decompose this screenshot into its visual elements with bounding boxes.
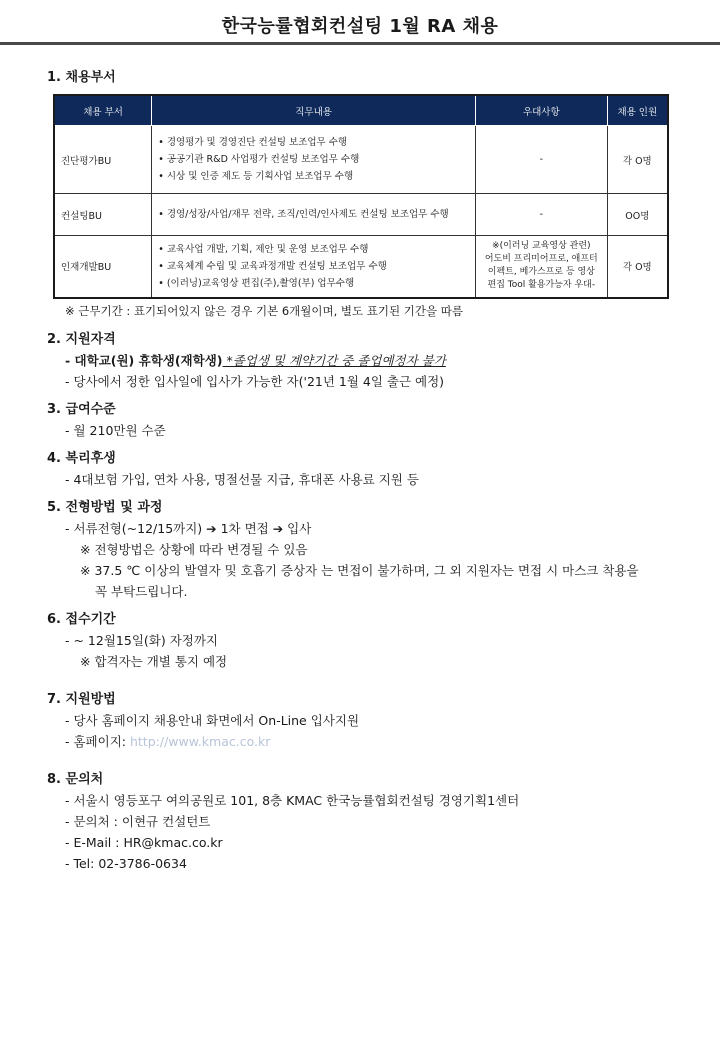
section-2-heading: 2. 지원자격 bbox=[47, 331, 116, 347]
col-header-pref: 우대사항 bbox=[476, 95, 608, 126]
homepage-label: - 홈페이지: bbox=[65, 733, 130, 749]
document-body bbox=[47, 68, 687, 874]
process-note-1: ※ 전형방법은 상황에 따라 변경될 수 있음 bbox=[80, 541, 308, 557]
section-1-heading: 1. 채용부서 bbox=[47, 70, 116, 85]
cell-dept: 컨설팅BU bbox=[54, 194, 152, 236]
cell-duties bbox=[152, 126, 476, 194]
pref-line: 편집 Tool 활용가능자 우대- bbox=[487, 280, 596, 291]
pref-line: ※(이러닝 교육영상 관련) bbox=[492, 241, 591, 252]
title-divider bbox=[0, 42, 720, 45]
duty-item: • 경영평가 및 경영진단 컨설팅 보조업무 수행 bbox=[158, 137, 348, 148]
table-row bbox=[54, 236, 668, 298]
cell-duties bbox=[152, 236, 476, 298]
homepage-link[interactable]: http://www.kmac.co.kr bbox=[129, 733, 271, 749]
duty-item: • 공공기관 R&D 사업평가 컨설팅 보조업무 수행 bbox=[158, 154, 360, 165]
salary-line: - 월 210만원 수준 bbox=[65, 422, 166, 438]
col-header-duties: 직무내용 bbox=[152, 95, 476, 126]
section-3-heading: 3. 급여수준 bbox=[47, 401, 116, 417]
duty-item: • 경영/성장/사업/재무 전략, 조직/인력/인사제도 컨설팅 보조업무 수행 bbox=[158, 209, 449, 220]
qualification-line-2: - 당사에서 정한 입사일에 입사가 가능한 자('21년 1월 4일 출근 예정) bbox=[65, 373, 445, 389]
cell-dept: 인재개발BU bbox=[54, 236, 152, 298]
section-7-heading: 7. 지원방법 bbox=[47, 691, 116, 707]
cell-count: 각 O명 bbox=[607, 236, 668, 298]
process-line: - 서류전형(~12/15까지) ➔ 1차 면접 ➔ 입사 bbox=[65, 520, 312, 536]
section-5-heading: 5. 전형방법 및 과정 bbox=[47, 499, 163, 515]
cell-dept: 진단평가BU bbox=[54, 126, 152, 194]
recruit-table bbox=[53, 94, 669, 299]
qualification-main: - 대학교(원) 휴학생(재학생) bbox=[65, 352, 223, 368]
contact-phone: - Tel: 02-3786-0634 bbox=[65, 855, 187, 871]
pref-line: 이펙트, 베가스프로 등 영상 bbox=[487, 267, 595, 278]
homepage-line bbox=[47, 731, 687, 752]
contact-email: - E-Mail : HR@kmac.co.kr bbox=[65, 834, 223, 850]
page-title: 한국능률협회컨설팅 1월 RA 채용 bbox=[221, 16, 499, 37]
work-period-note: ※ 근무기간 : 표기되어있지 않은 경우 기본 6개월이며, 별도 표기된 기간을 따름 bbox=[65, 303, 463, 318]
section-6-heading: 6. 접수기간 bbox=[47, 611, 116, 627]
duty-item: • 교육사업 개발, 기획, 제안 및 운영 보조업무 수행 bbox=[158, 243, 369, 255]
deadline-line: - ~ 12월15일(화) 자정까지 bbox=[65, 632, 218, 648]
deadline-note: ※ 합격자는 개별 통지 예정 bbox=[80, 653, 228, 669]
cell-duties bbox=[152, 194, 476, 236]
table-row bbox=[54, 194, 668, 236]
col-header-count: 채용 인원 bbox=[607, 95, 668, 126]
benefits-line: - 4대보험 가입, 연차 사용, 명절선물 지급, 휴대폰 사용료 지원 등 bbox=[65, 471, 419, 487]
table-header-row bbox=[54, 95, 668, 126]
contact-person: - 문의처 : 이현규 컨설턴트 bbox=[65, 813, 211, 829]
table-row bbox=[54, 126, 668, 194]
cell-count: OO명 bbox=[607, 194, 668, 236]
contact-address: - 서울시 영등포구 여의공원로 101, 8층 KMAC 한국능률협회컨설팅 경영기획1센터 bbox=[65, 792, 520, 808]
cell-pref: - bbox=[476, 126, 608, 194]
process-note-2: ※ 37.5 ℃ 이상의 발열자 및 호흡기 증상자 는 면접이 불가하며, 그 외 지원자는 면접 시 마스크 착용을 bbox=[80, 562, 639, 578]
duty-item: • 시상 및 인증 제도 등 기획사업 보조업무 수행 bbox=[158, 171, 354, 182]
process-note-2-cont: 꼭 부탁드립니다. bbox=[95, 583, 188, 599]
duty-item: • 교육체계 수립 및 교육과정개발 컨설팅 보조업무 수행 bbox=[158, 260, 387, 272]
cell-count: 각 O명 bbox=[607, 126, 668, 194]
col-header-dept: 채용 부서 bbox=[54, 95, 152, 126]
cell-pref: - bbox=[476, 194, 608, 236]
section-8-heading: 8. 문의처 bbox=[47, 771, 104, 787]
cell-pref bbox=[476, 236, 608, 298]
apply-method-line: - 당사 홈페이지 채용안내 화면에서 On-Line 입사지원 bbox=[65, 712, 360, 728]
qualification-line-1 bbox=[47, 350, 687, 371]
qualification-note: *졸업생 및 계약기간 중 졸업예정자 불가 bbox=[222, 352, 446, 368]
duty-item: • (이러닝)교육영상 편집(주),촬영(부) 업무수행 bbox=[158, 277, 355, 289]
pref-line: 어도비 프리미어프로, 애프터 bbox=[484, 254, 598, 265]
section-4-heading: 4. 복리후생 bbox=[47, 450, 116, 466]
